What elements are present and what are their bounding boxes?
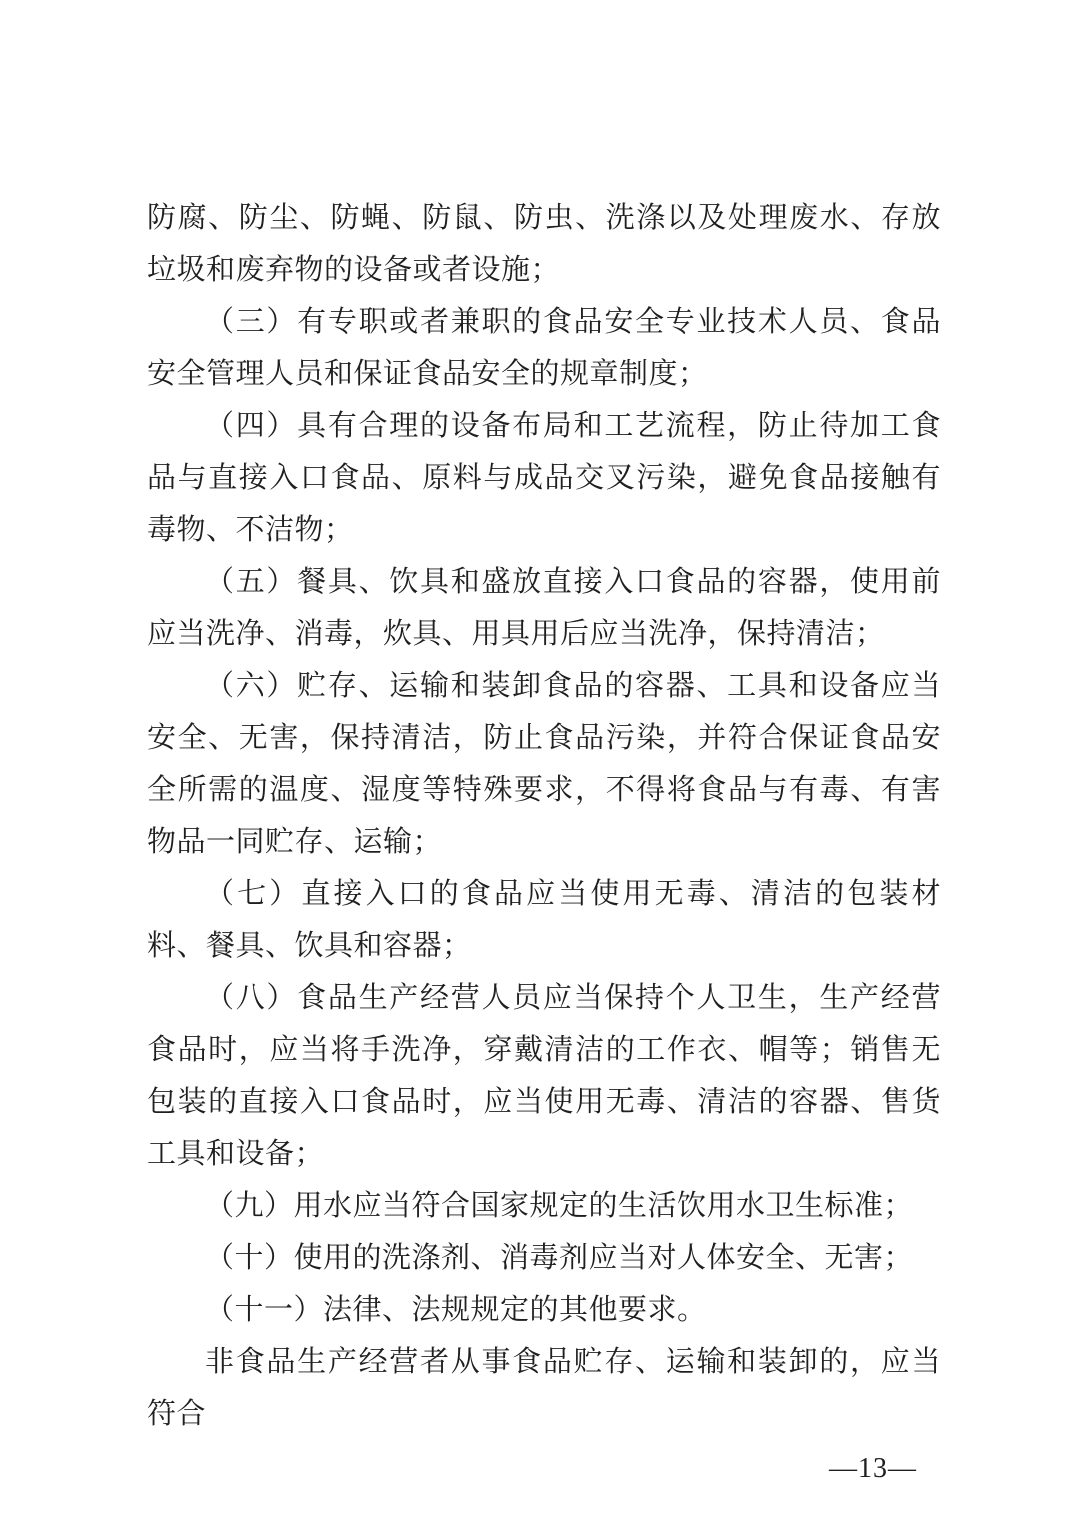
document-body-text (147, 192, 941, 1440)
paragraph-item-4: （四）具有合理的设备布局和工艺流程，防止待加工食品与直接入口食品、原料与成品交叉污染，避免食品接触有毒物、不洁物； (147, 410, 941, 546)
paragraph-item-3: （三）有专职或者兼职的食品安全专业技术人员、食品安全管理人员和保证食品安全的规章制度； (147, 306, 941, 390)
paragraph-item-11: （十一）法律、法规规定的其他要求。 (205, 1294, 707, 1326)
page-number: —13— (829, 1453, 917, 1484)
paragraph-item-10: （十）使用的洗涤剂、消毒剂应当对人体安全、无害； (205, 1242, 914, 1274)
paragraph-item-6: （六）贮存、运输和装卸食品的容器、工具和设备应当安全、无害，保持清洁，防止食品污染，并符合保证食品安全所需的温度、湿度等特殊要求，不得将食品与有毒、有害物品一同贮存、运输； (147, 670, 941, 858)
paragraph-closing: 非食品生产经营者从事食品贮存、运输和装卸的，应当符合 (147, 1346, 941, 1430)
paragraph-item-7: （七）直接入口的食品应当使用无毒、清洁的包装材料、餐具、饮具和容器； (147, 878, 941, 962)
paragraph-item-8: （八）食品生产经营人员应当保持个人卫生，生产经营食品时，应当将手洗净，穿戴清洁的工作衣、帽等；销售无包装的直接入口食品时，应当使用无毒、清洁的容器、售货工具和设备； (147, 982, 941, 1170)
paragraph-continuation: 防腐、防尘、防蝇、防鼠、防虫、洗涤以及处理废水、存放垃圾和废弃物的设备或者设施； (147, 202, 941, 286)
paragraph-item-9: （九）用水应当符合国家规定的生活饮用水卫生标准； (205, 1190, 914, 1222)
paragraph-item-5: （五）餐具、饮具和盛放直接入口食品的容器，使用前应当洗净、消毒，炊具、用具用后应当洗净，保持清洁； (147, 566, 941, 650)
